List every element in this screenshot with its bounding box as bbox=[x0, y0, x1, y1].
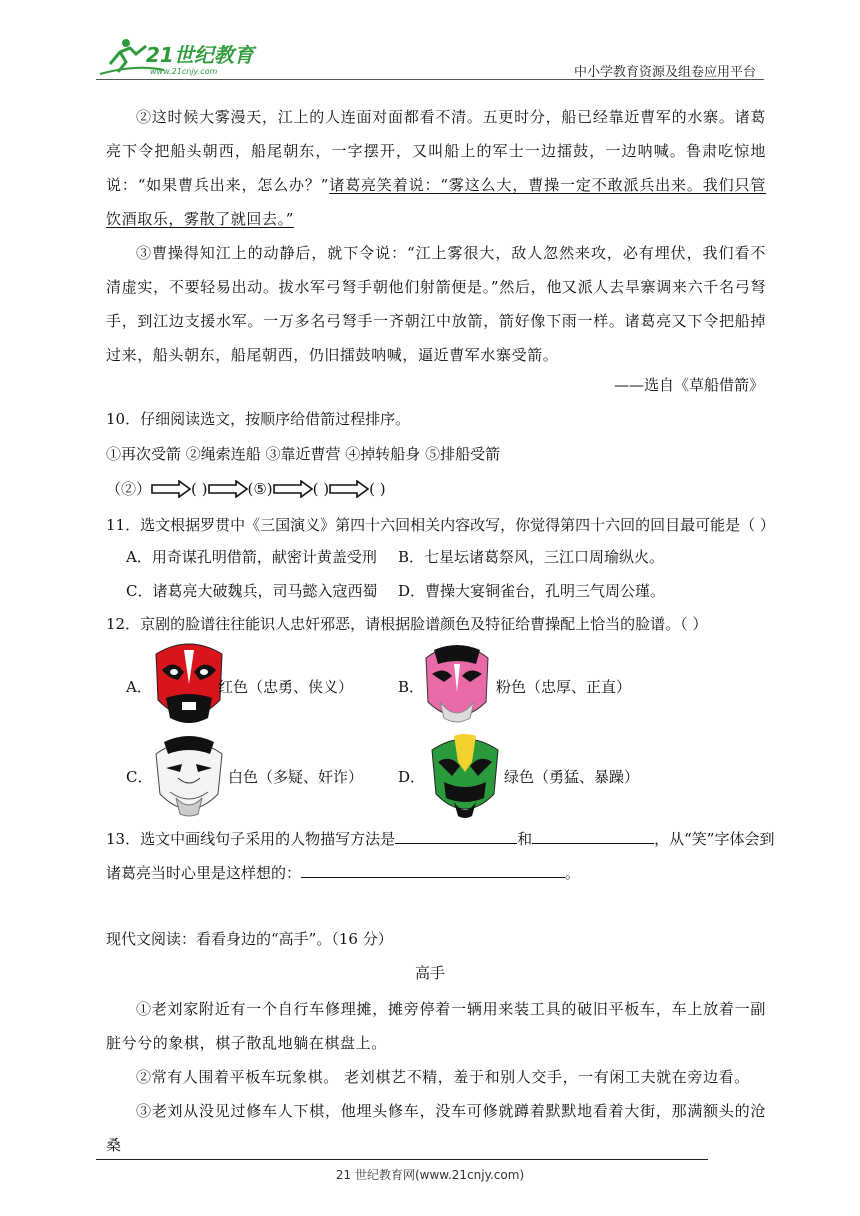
q12-stem: 12．京剧的脸谱往往能识人忠奸邪恶，请根据脸谱颜色及特征给曹操配上恰当的脸谱。（ ） bbox=[106, 615, 708, 633]
q13-line-1 bbox=[106, 828, 774, 849]
green-opera-mask-image bbox=[424, 732, 506, 818]
q10-options: ①再次受箭 ②绳索连船 ③靠近曹营 ④掉转船身 ⑤排船受箭 bbox=[106, 445, 501, 463]
q10-seq-3: (⑤) bbox=[247, 479, 273, 498]
q10-seq-4[interactable]: ( ) bbox=[312, 479, 330, 498]
passage-p2-text: ②这时候大雾漫天，江上的人连面对面都看不清。五更时分，船已经靠近曹军的水寨。诸葛亮下令把船头朝西，船尾朝东，一字摆开，又叫船上的军士一边擂鼓，一边呐喊。鲁肃吃惊地说：“如果曹兵出来，怎么办？” bbox=[106, 108, 766, 194]
header-platform-text: 中小学教育资源及组卷应用平台 bbox=[573, 65, 756, 80]
q12-option-d-letter[interactable]: D． bbox=[398, 768, 426, 786]
q12-option-b-text: 粉色（忠厚、正直） bbox=[496, 678, 632, 696]
passage-source: ——选自《草船借箭》 bbox=[613, 376, 764, 394]
modern-reading-title: 高手 bbox=[414, 964, 445, 982]
q13-part1: 13．选文中画线句子采用的人物描写方法是 bbox=[106, 830, 396, 848]
q12-option-c-letter[interactable]: C． bbox=[126, 768, 153, 786]
q13-line2-text: 诸葛亮当时心里是这样想的： bbox=[106, 864, 302, 882]
q13-part2: ，从“笑”字体会到 bbox=[654, 830, 775, 848]
arrow-right-icon bbox=[329, 480, 369, 498]
q10-stem: 10．仔细阅读选文，按顺序给借箭过程排序。 bbox=[106, 410, 411, 428]
modern-paragraph-3: ③老刘从没见过修车人下棋，他埋头修车，没车可修就蹲着默默地看着大街，那满额头的沧桑 bbox=[106, 1102, 766, 1154]
q13-blank-1[interactable] bbox=[395, 842, 517, 844]
arrow-right-icon bbox=[151, 480, 191, 498]
q12-option-a-text: 红色（忠勇、侠义） bbox=[218, 678, 354, 696]
header-divider bbox=[96, 79, 764, 80]
q11-option-c[interactable]: C．诸葛亮大破魏兵，司马懿入寇西蜀 bbox=[126, 582, 378, 600]
pink-opera-mask-image bbox=[416, 640, 498, 726]
q13-line-2 bbox=[106, 862, 580, 883]
q10-sequence bbox=[106, 478, 386, 499]
footer-text: 21 世纪教育网(www.21cnjy.com) bbox=[335, 1168, 525, 1182]
q10-seq-1: （②） bbox=[106, 480, 152, 498]
q12-option-c-text: 白色（多疑、奸诈） bbox=[228, 768, 364, 786]
passage-paragraph-2 bbox=[106, 100, 766, 236]
q12-option-b-letter[interactable]: B． bbox=[398, 678, 425, 696]
q12-option-d-text: 绿色（勇猛、暴躁） bbox=[504, 768, 640, 786]
modern-reading-intro: 现代文阅读：看看身边的“高手”。（16 分） bbox=[106, 930, 393, 948]
q12-option-a-letter[interactable]: A． bbox=[126, 678, 152, 696]
arrow-right-icon bbox=[208, 480, 248, 498]
underlined-sentence: 诸葛亮笑着说：“雾这么大，曹操一定不敢派兵出来。我们只管饮酒取乐，雾散了就回去。” bbox=[106, 176, 766, 228]
q13-blank-2[interactable] bbox=[532, 842, 654, 844]
q13-end: 。 bbox=[565, 864, 581, 882]
site-logo bbox=[96, 34, 266, 78]
passage-paragraph-3: ③曹操得知江上的动静后，就下令说：“江上雾很大，敌人忽然来攻，必有埋伏，我们看不清虚实，不要轻易出动。拔水军弓弩手朝他们射箭便是。”然后，他又派人去旱寨调来六千名弓弩手，到江边支援水军。一万多名弓弩手一齐朝江中放箭，箭好像下雨一样。诸葛亮又下令把船掉过来，船头朝东，船尾朝西，仍旧擂鼓呐喊，逼近曹军水寨受箭。 bbox=[106, 244, 766, 364]
modern-paragraph-2: ②常有人围着平板车玩象棋。 老刘棋艺不精，羞于和别人交手，一有闲工夫就在旁边看。 bbox=[136, 1068, 750, 1086]
white-opera-mask-image bbox=[148, 732, 230, 818]
q10-seq-5[interactable]: ( ) bbox=[369, 479, 386, 498]
q13-mid: 和 bbox=[517, 830, 533, 848]
logo-url: www.21cnjy.com bbox=[150, 67, 218, 76]
q11-option-b[interactable]: B．七星坛诸葛祭风，三江口周瑜纵火。 bbox=[398, 548, 665, 566]
footer-divider bbox=[96, 1159, 708, 1160]
q11-stem: 11．选文根据罗贯中《三国演义》第四十六回相关内容改写，你觉得第四十六回的回目最可能是（ ） bbox=[106, 516, 775, 534]
modern-paragraph-1: ①老刘家附近有一个自行车修理摊，摊旁停着一辆用来装工具的破旧平板车，车上放着一副脏兮兮的象棋，棋子散乱地躺在棋盘上。 bbox=[106, 1000, 766, 1052]
q10-seq-2[interactable]: ( ) bbox=[191, 479, 208, 498]
logo-text: 21世纪教育 bbox=[146, 43, 254, 67]
q11-option-d[interactable]: D．曹操大宴铜雀台，孔明三气周公瑾。 bbox=[398, 582, 666, 600]
q11-option-a[interactable]: A．用奇谋孔明借箭，献密计黄盖受刑 bbox=[126, 548, 377, 566]
arrow-right-icon bbox=[273, 480, 313, 498]
q13-blank-3[interactable] bbox=[301, 876, 565, 878]
